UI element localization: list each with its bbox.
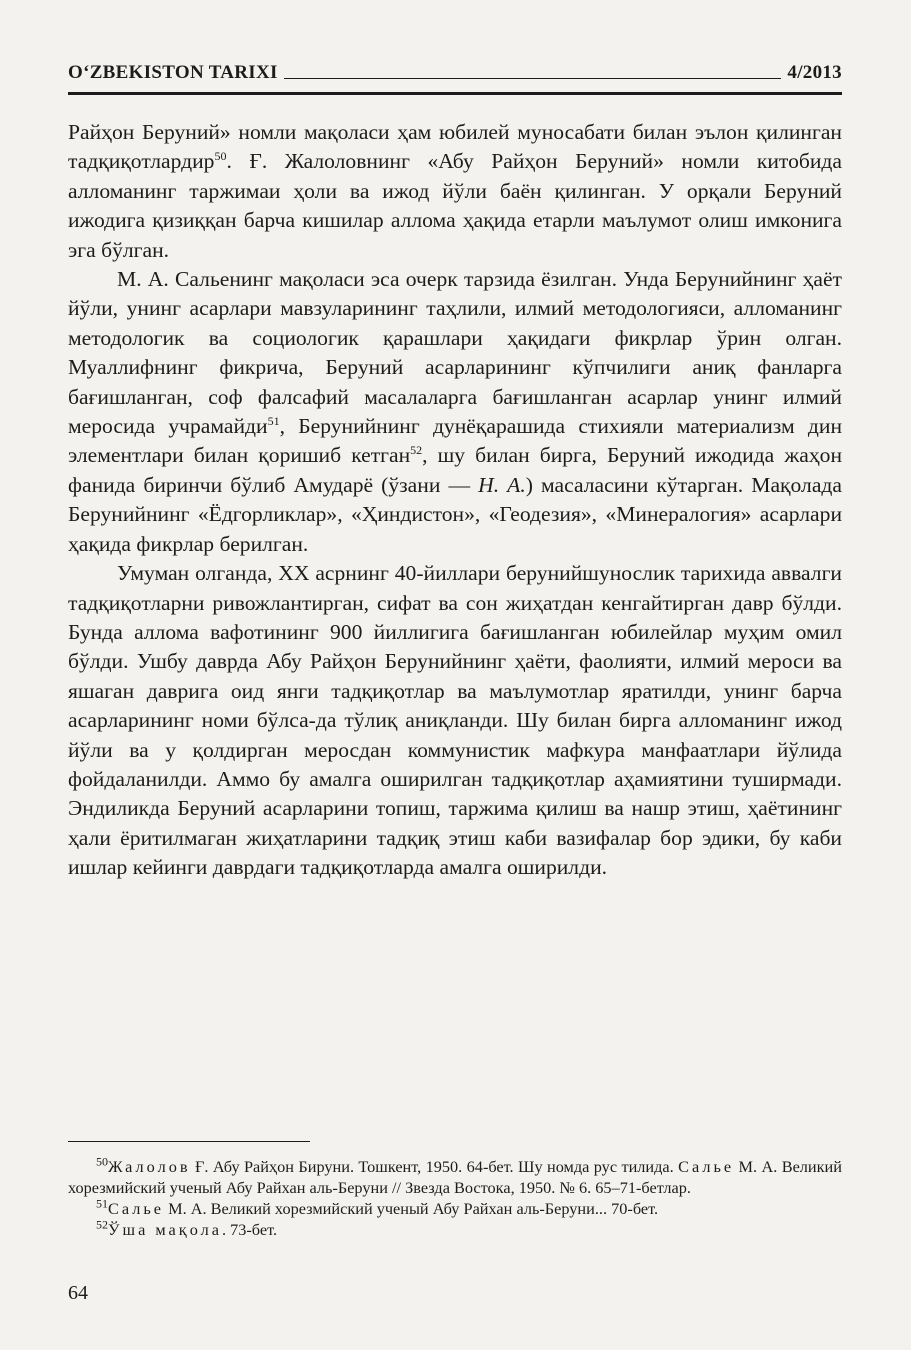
paragraph-2: [68, 265, 842, 559]
paragraph-1-text-cont: . Ғ. Жалоловнинг «Абу Райҳон Беруний» номли китобида алломанинг таржимаи ҳоли ва ижод йўли баён қилинган. У орқали Беруний ижодига қизиққан барча кишилар аллома ҳақида етарли маълумот олиш имконига эга бўлган.: [68, 149, 842, 262]
footnote-number: 51: [96, 1196, 108, 1211]
paragraph-2-text: М. А. Сальенинг мақоласи эса очерк тарзида ёзилган. Унда Берунийнинг ҳаёт йўли, унинг асарлари мавзуларининг таҳлили, илмий методологияси, алломанинг методологик ва социологик қарашлари ҳақидаги фикрлар ўрин олган. Муаллифнинг фикрича, Беруний асарларининг кўпчилиги аниқ фанларга бағишланган, соф фалсафий масалаларга бағишланган асарлар унинг илмий меросида учрамайди: [68, 267, 842, 439]
footnote-author: Салье: [678, 1157, 735, 1176]
footnote-number: 50: [96, 1154, 108, 1169]
footnote-author: Салье: [108, 1199, 165, 1218]
paragraph-2-text-c: , шу билан бирга, Беруний ижодида жаҳон фанида биринчи бўлиб Амударё (ўзани —: [68, 443, 842, 497]
footnote-ref-52[interactable]: 52: [410, 443, 423, 458]
issue-number: 4/2013: [787, 62, 842, 83]
paragraph-2-text-b: , Берунийнинг дунёқарашида стихияли материализм дин элементлари билан қоришиб кетган: [68, 414, 842, 468]
journal-title: O‘ZBEKISTON TARIXI: [68, 62, 278, 83]
footnote-ref-50[interactable]: 50: [214, 149, 227, 164]
footnote-ref-51[interactable]: 51: [267, 413, 280, 428]
footnotes: [68, 1156, 842, 1240]
author-initials: Н. А.: [478, 472, 526, 497]
footnote-text: . 73-бет.: [221, 1220, 278, 1239]
body-text: [68, 118, 842, 883]
footnote-52: [68, 1219, 842, 1240]
paragraph-3: Умуман олганда, XX асрнинг 40-йиллари берунийшунослик тарихида аввалги тадқиқотларни ривожлантирган, сифат ва сон жиҳатдан кенгайтирган давр бўлди. Бунда аллома вафотининг 900 йиллигига бағишланган юбилейлар муҳим омил бўлди. Ушбу даврда Абу Райҳон Берунийнинг ҳаёти, фаолияти, илмий мероси ва яшаган даврига оид янги тадқиқотлар ва маълумотлар яратилди, унинг барча асарларининг номи бўлса-да тўлиқ аниқланди. Шу билан бирга алломанинг ижод йўли ва у қолдирган меросдан коммунистик мафкура манфаатлари йўлида фойдаланилди. Аммо бу амалга оширилган тадқиқотлар аҳамиятини туширмади. Эндиликда Беруний асарларини топиш, таржима қилиш ва нашр этиш, ҳаётининг ҳали ёритилмаган жиҳатларини тадқиқ этиш каби вазифалар бор эдики, бу каби ишлар кейинги даврдаги тадқиқотларда амалга оширилди.: [68, 561, 842, 880]
paragraph-1-text: Райҳон Беруний» номли мақоласи ҳам юбилей муносабати билан эълон қилинган тадқиқотлардир: [68, 120, 842, 174]
footnote-text: Ғ. Абу Райҳон Бируни. Тошкент, 1950. 64-бет. Шу номда рус тилида.: [190, 1157, 674, 1176]
header-rule: [68, 92, 842, 95]
footnote-text: М. А. Великий хорезмийский ученый Абу Райхан аль-Беруни... 70-бет.: [164, 1199, 659, 1218]
running-header: [68, 62, 842, 84]
footnote-51: [68, 1198, 842, 1219]
footnote-number: 52: [96, 1217, 108, 1232]
footnote-50: [68, 1156, 842, 1198]
header-leader-line: [284, 78, 782, 79]
footnote-rule: [68, 1141, 310, 1142]
page-number: 64: [68, 1282, 88, 1304]
footnote-author: Ўша мақола: [108, 1220, 222, 1239]
footnote-author: Жалолов: [108, 1157, 191, 1176]
footnote-text: М. А. Великий хорезмийский ученый Абу Райхан аль-Беруни // Звезда Востока, 1950. № 6. 65–71-бетлар.: [68, 1157, 842, 1197]
paragraph-2-text-d: ) масаласини кўтарган. Мақолада Берунийнинг «Ёдгорликлар», «Ҳиндистон», «Геодезия», «Минералогия» асарлари ҳақида фикрлар берилган.: [68, 472, 842, 556]
paragraph-1: [68, 118, 842, 265]
